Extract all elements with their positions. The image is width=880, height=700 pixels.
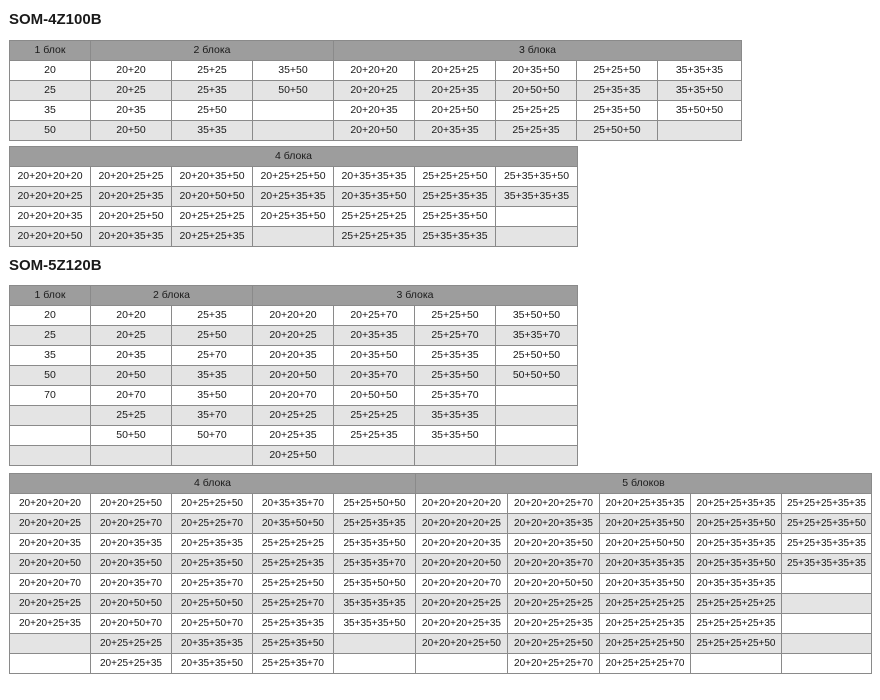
table-cell (416, 654, 508, 674)
table-cell: 20+35 (91, 101, 172, 121)
table-row (10, 594, 872, 614)
table-cell: 20+20+25+50+50 (600, 534, 691, 554)
table-cell: 20+20+25+50 (91, 494, 172, 514)
table-cell (782, 574, 872, 594)
table-row (10, 554, 872, 574)
table-cell: 25+25+35+50 (253, 634, 334, 654)
table-row (10, 614, 872, 634)
table-cell: 20+20+50+50 (172, 187, 253, 207)
table-cell: 35+35+35+35 (496, 187, 578, 207)
table-cell: 20+20+25+25+35 (508, 614, 600, 634)
table-cell: 20+35+35 (415, 121, 496, 141)
table-cell (253, 227, 334, 247)
table-row (10, 101, 742, 121)
table-cell: 25+35+35+50 (334, 534, 416, 554)
table-cell (172, 446, 253, 466)
table-cell: 25+35+35+50 (496, 167, 578, 187)
table-cell: 25+35+35 (577, 81, 658, 101)
table-cell: 20+25+35+35 (253, 187, 334, 207)
table-cell (496, 227, 578, 247)
table-cell: 20+35+35+35 (172, 634, 253, 654)
table-row (10, 121, 742, 141)
table-cell: 20+20+50+70 (91, 614, 172, 634)
table-cell: 35 (10, 101, 91, 121)
table-cell: 20+35+35+50 (334, 187, 415, 207)
table-row (10, 187, 578, 207)
table-cell: 70 (10, 386, 91, 406)
table-cell: 20+25+35+35+50 (691, 554, 782, 574)
table-cell: 20+25+50 (415, 101, 496, 121)
table-cell: 25+25+25+70 (253, 594, 334, 614)
section-title-som4: SOM-4Z100B (9, 11, 102, 28)
header-1-block: 1 блок (10, 286, 91, 306)
table-cell: 20+20 (91, 306, 172, 326)
table-cell (658, 121, 742, 141)
table-cell (496, 446, 578, 466)
table-cell: 20+20+20+25+35 (416, 614, 508, 634)
table-cell (91, 446, 172, 466)
table-cell: 20+25+25+35+50 (691, 514, 782, 534)
header-2-blocks: 2 блока (91, 286, 253, 306)
table-cell: 20+25+25+70 (172, 514, 253, 534)
table-cell: 20+20+35+70 (91, 574, 172, 594)
table-cell: 25+25+25 (496, 101, 577, 121)
table-cell (10, 406, 91, 426)
table-cell (782, 614, 872, 634)
table-cell: 20+25+25+35 (172, 227, 253, 247)
table-cell: 35+35+35+50 (334, 614, 416, 634)
table-cell: 25+25+35+35 (415, 187, 496, 207)
table-cell: 25+25+25+25+25 (691, 594, 782, 614)
table-cell: 20+25+25 (253, 406, 334, 426)
table-cell: 25+35+70 (415, 386, 496, 406)
table-cell: 35+50+50 (496, 306, 578, 326)
table-cell (334, 654, 416, 674)
table-cell: 25+25+25+35 (253, 554, 334, 574)
table-cell: 20+50+50 (334, 386, 415, 406)
table-cell: 35+35+35 (415, 406, 496, 426)
table-cell: 25+25+35+35+35 (782, 534, 872, 554)
table-cell: 20+20+25+35+50 (600, 514, 691, 534)
table-cell (782, 654, 872, 674)
table-cell (253, 121, 334, 141)
table-cell: 25+25+25+25+50 (691, 634, 782, 654)
table-cell: 20+35+35+35+35 (691, 574, 782, 594)
table-cell: 35+50 (172, 386, 253, 406)
table-cell: 20+20+25+70 (91, 514, 172, 534)
table-cell: 20+35+35+70 (253, 494, 334, 514)
table-row (10, 167, 578, 187)
table-cell (334, 634, 416, 654)
table-cell: 25+25+70 (415, 326, 496, 346)
table-cell: 25+25+35+35 (253, 614, 334, 634)
table-cell: 35+35 (172, 366, 253, 386)
table-cell: 20+35+50+50 (253, 514, 334, 534)
table-cell: 20+35+50 (496, 61, 577, 81)
table-cell: 25+25+25+35+35 (782, 494, 872, 514)
table-cell: 20+25+25+50 (172, 494, 253, 514)
table-cell: 20+20+20+35 (10, 534, 91, 554)
table-cell: 25+35+35+70 (334, 554, 416, 574)
table-cell: 20+20+35 (253, 346, 334, 366)
table-cell: 20+20+20 (253, 306, 334, 326)
table-cell: 20+25 (91, 81, 172, 101)
table-cell: 20+20+25+35 (91, 187, 172, 207)
table-cell (782, 594, 872, 614)
table-cell (496, 386, 578, 406)
table-cell: 20+20+20+25 (10, 187, 91, 207)
table-cell: 25+50 (172, 101, 253, 121)
table-cell: 20+20+25+25+70 (508, 654, 600, 674)
table-cell: 20+20+35+35 (91, 227, 172, 247)
table-cell (782, 634, 872, 654)
table-row (10, 207, 578, 227)
table-row (10, 406, 578, 426)
table-cell (10, 634, 91, 654)
table-cell: 25 (10, 326, 91, 346)
table-cell: 20+20+20+25+50 (416, 634, 508, 654)
table-cell: 20+20+20+35+35 (508, 514, 600, 534)
table-cell: 20+50 (91, 366, 172, 386)
table-cell: 25+35 (172, 81, 253, 101)
table-cell: 20+35 (91, 346, 172, 366)
table-cell: 25+25 (91, 406, 172, 426)
table-cell: 20+20+35+35+35 (600, 554, 691, 574)
table-cell: 25+25+50 (577, 61, 658, 81)
table-cell: 25+25+25+50 (415, 167, 496, 187)
header-3-blocks: 3 блока (253, 286, 578, 306)
table-cell: 20+20+50+50 (91, 594, 172, 614)
table-cell: 25+25+25+35+50 (782, 514, 872, 534)
table-cell: 20+20+50 (334, 121, 415, 141)
table-cell: 50+50 (253, 81, 334, 101)
table-cell (10, 654, 91, 674)
table-cell: 25+35+50 (577, 101, 658, 121)
table-cell: 20+25+25+25+70 (600, 654, 691, 674)
som4-four-block-table (9, 146, 578, 247)
section-title-som5: SOM-5Z120B (9, 257, 102, 274)
table-cell: 35+50 (253, 61, 334, 81)
header-4-blocks: 4 блока (10, 474, 416, 494)
table-cell (10, 446, 91, 466)
table-cell: 20+25+25+25+35 (600, 614, 691, 634)
table-cell: 25 (10, 81, 91, 101)
table-row (10, 346, 578, 366)
table-row (10, 366, 578, 386)
table-cell (496, 207, 578, 227)
table-cell: 50+50+50 (496, 366, 578, 386)
table-cell: 20+25+35 (253, 426, 334, 446)
table-cell (415, 446, 496, 466)
table-cell: 20+20+20+35 (10, 207, 91, 227)
table-cell: 20+20+35+50 (91, 554, 172, 574)
table-cell (496, 426, 578, 446)
table-cell: 20+25+25+25 (91, 634, 172, 654)
table-cell: 20+70 (91, 386, 172, 406)
table-cell: 25+25+25+25 (253, 534, 334, 554)
table-cell: 25+25+35+70 (253, 654, 334, 674)
table-cell (10, 426, 91, 446)
table-cell: 25+50+50 (577, 121, 658, 141)
table-row (10, 654, 872, 674)
table-cell: 20+20+35+35 (91, 534, 172, 554)
table-cell: 25+25 (172, 61, 253, 81)
table-cell: 20+20+20 (334, 61, 415, 81)
table-cell: 25+25+25+35 (334, 227, 415, 247)
table-cell: 20+20+25 (334, 81, 415, 101)
table-cell: 35+35+70 (496, 326, 578, 346)
table-cell: 20+20+50 (253, 366, 334, 386)
table-cell: 35+35 (172, 121, 253, 141)
header-5-blocks: 5 блоков (416, 474, 872, 494)
table-cell: 20+20+20+50 (10, 554, 91, 574)
table-cell: 25+25+50+50 (334, 494, 416, 514)
table-cell: 50 (10, 121, 91, 141)
table-cell: 50 (10, 366, 91, 386)
table-cell: 20+20+25+25 (10, 594, 91, 614)
table-cell: 20+35+35 (334, 326, 415, 346)
table-cell: 35+35+35+35 (334, 594, 416, 614)
table-row (10, 446, 578, 466)
table-cell: 20+25+50+70 (172, 614, 253, 634)
table-cell: 20+50+50 (496, 81, 577, 101)
table-cell (496, 406, 578, 426)
table-cell: 25+35+35+35 (415, 227, 496, 247)
table-cell: 20+35+50 (334, 346, 415, 366)
table-cell: 20 (10, 306, 91, 326)
table-cell: 35 (10, 346, 91, 366)
table-cell: 20+20+20+20+20 (416, 494, 508, 514)
table-cell: 20+50 (91, 121, 172, 141)
table-cell: 20+20+20+50 (10, 227, 91, 247)
table-cell: 25+35 (172, 306, 253, 326)
table-cell: 20+20 (91, 61, 172, 81)
table-cell: 20+20+25+25+50 (508, 634, 600, 654)
table-cell: 25+50+50 (496, 346, 578, 366)
table-row (10, 634, 872, 654)
table-cell: 50+50 (91, 426, 172, 446)
table-cell: 20+20+25+35 (10, 614, 91, 634)
table-cell: 25+25+25+25+35 (691, 614, 782, 634)
table-cell: 20+25+35+70 (172, 574, 253, 594)
table-cell: 20+20+35+50 (172, 167, 253, 187)
table-cell: 35+50+50 (658, 101, 742, 121)
table-cell: 35+70 (172, 406, 253, 426)
table-cell: 25+25+35+50 (415, 207, 496, 227)
table-cell: 20+25+25+25 (172, 207, 253, 227)
table-cell: 25+35+35 (415, 346, 496, 366)
table-cell: 20+20+20+50+50 (508, 574, 600, 594)
table-cell: 25+35+50 (415, 366, 496, 386)
table-cell: 35+35+50 (415, 426, 496, 446)
table-cell: 20+25+35+50 (172, 554, 253, 574)
table-cell: 20+35+35+50 (172, 654, 253, 674)
table-cell: 25+70 (172, 346, 253, 366)
table-cell: 20+25+70 (334, 306, 415, 326)
table-row (10, 326, 578, 346)
table-cell: 20+20+35+35+50 (600, 574, 691, 594)
som5-combo-table (9, 285, 578, 466)
table-cell: 20+20+35 (334, 101, 415, 121)
header-1-block: 1 блок (10, 41, 91, 61)
som4-combo-table (9, 40, 742, 141)
table-cell: 25+25+25 (334, 406, 415, 426)
table-cell: 20 (10, 61, 91, 81)
table-cell: 35+35+35 (658, 61, 742, 81)
table-cell: 20+25+50+50 (172, 594, 253, 614)
table-cell: 20+20+20+20+25 (416, 514, 508, 534)
table-cell: 20+20+25+50 (91, 207, 172, 227)
table-cell: 20+25+25+35 (91, 654, 172, 674)
table-cell: 20+20+20+20+50 (416, 554, 508, 574)
table-cell: 20+20+20+20 (10, 494, 91, 514)
table-cell: 20+25+25+25+25 (600, 594, 691, 614)
table-cell: 20+25+35+35+35 (691, 534, 782, 554)
table-cell (253, 101, 334, 121)
table-cell: 25+25+50 (415, 306, 496, 326)
table-cell: 20+20+70 (253, 386, 334, 406)
table-cell: 20+20+25 (253, 326, 334, 346)
table-cell: 20+25+35+50 (253, 207, 334, 227)
table-row (10, 426, 578, 446)
table-cell: 20+20+20+20 (10, 167, 91, 187)
table-row (10, 306, 578, 326)
table-cell (691, 654, 782, 674)
table-row (10, 574, 872, 594)
table-row (10, 494, 872, 514)
table-cell: 20+35+35+35 (334, 167, 415, 187)
table-cell: 25+50 (172, 326, 253, 346)
header-2-blocks: 2 блока (91, 41, 334, 61)
table-cell: 25+25+35 (496, 121, 577, 141)
table-cell: 25+25+35+35 (334, 514, 416, 534)
table-cell: 20+25+25 (415, 61, 496, 81)
table-cell: 35+35+50 (658, 81, 742, 101)
table-cell: 20+20+25+35+35 (600, 494, 691, 514)
header-4-blocks: 4 блока (10, 147, 578, 167)
table-cell: 20+35+70 (334, 366, 415, 386)
table-cell (334, 446, 415, 466)
table-cell: 20+25+25+35+35 (691, 494, 782, 514)
table-cell: 20+25+25+25+50 (600, 634, 691, 654)
table-cell: 20+20+20+35+70 (508, 554, 600, 574)
table-cell: 20+20+20+20+70 (416, 574, 508, 594)
table-cell: 20+20+20+25+25 (416, 594, 508, 614)
table-cell: 25+35+50+50 (334, 574, 416, 594)
table-cell: 20+20+20+70 (10, 574, 91, 594)
table-cell: 25+25+25+50 (253, 574, 334, 594)
table-row (10, 534, 872, 554)
table-cell: 25+25+35 (334, 426, 415, 446)
table-cell: 20+20+25+25 (91, 167, 172, 187)
table-cell: 20+20+20+35+50 (508, 534, 600, 554)
table-cell: 20+25 (91, 326, 172, 346)
header-3-blocks: 3 блока (334, 41, 742, 61)
table-cell: 25+35+35+35+35 (782, 554, 872, 574)
table-cell: 20+20+20+25 (10, 514, 91, 534)
table-row (10, 61, 742, 81)
table-row (10, 81, 742, 101)
table-cell: 20+25+35 (415, 81, 496, 101)
table-cell: 20+25+25+50 (253, 167, 334, 187)
table-cell: 20+20+20+20+35 (416, 534, 508, 554)
table-cell: 25+25+25+25 (334, 207, 415, 227)
table-row (10, 514, 872, 534)
table-cell: 20+25+35+35 (172, 534, 253, 554)
som5-bottom-table (9, 473, 872, 674)
table-cell: 20+20+25+25+25 (508, 594, 600, 614)
table-cell: 50+70 (172, 426, 253, 446)
table-cell: 20+25+50 (253, 446, 334, 466)
table-row (10, 386, 578, 406)
table-cell: 20+20+20+25+70 (508, 494, 600, 514)
table-row (10, 227, 578, 247)
